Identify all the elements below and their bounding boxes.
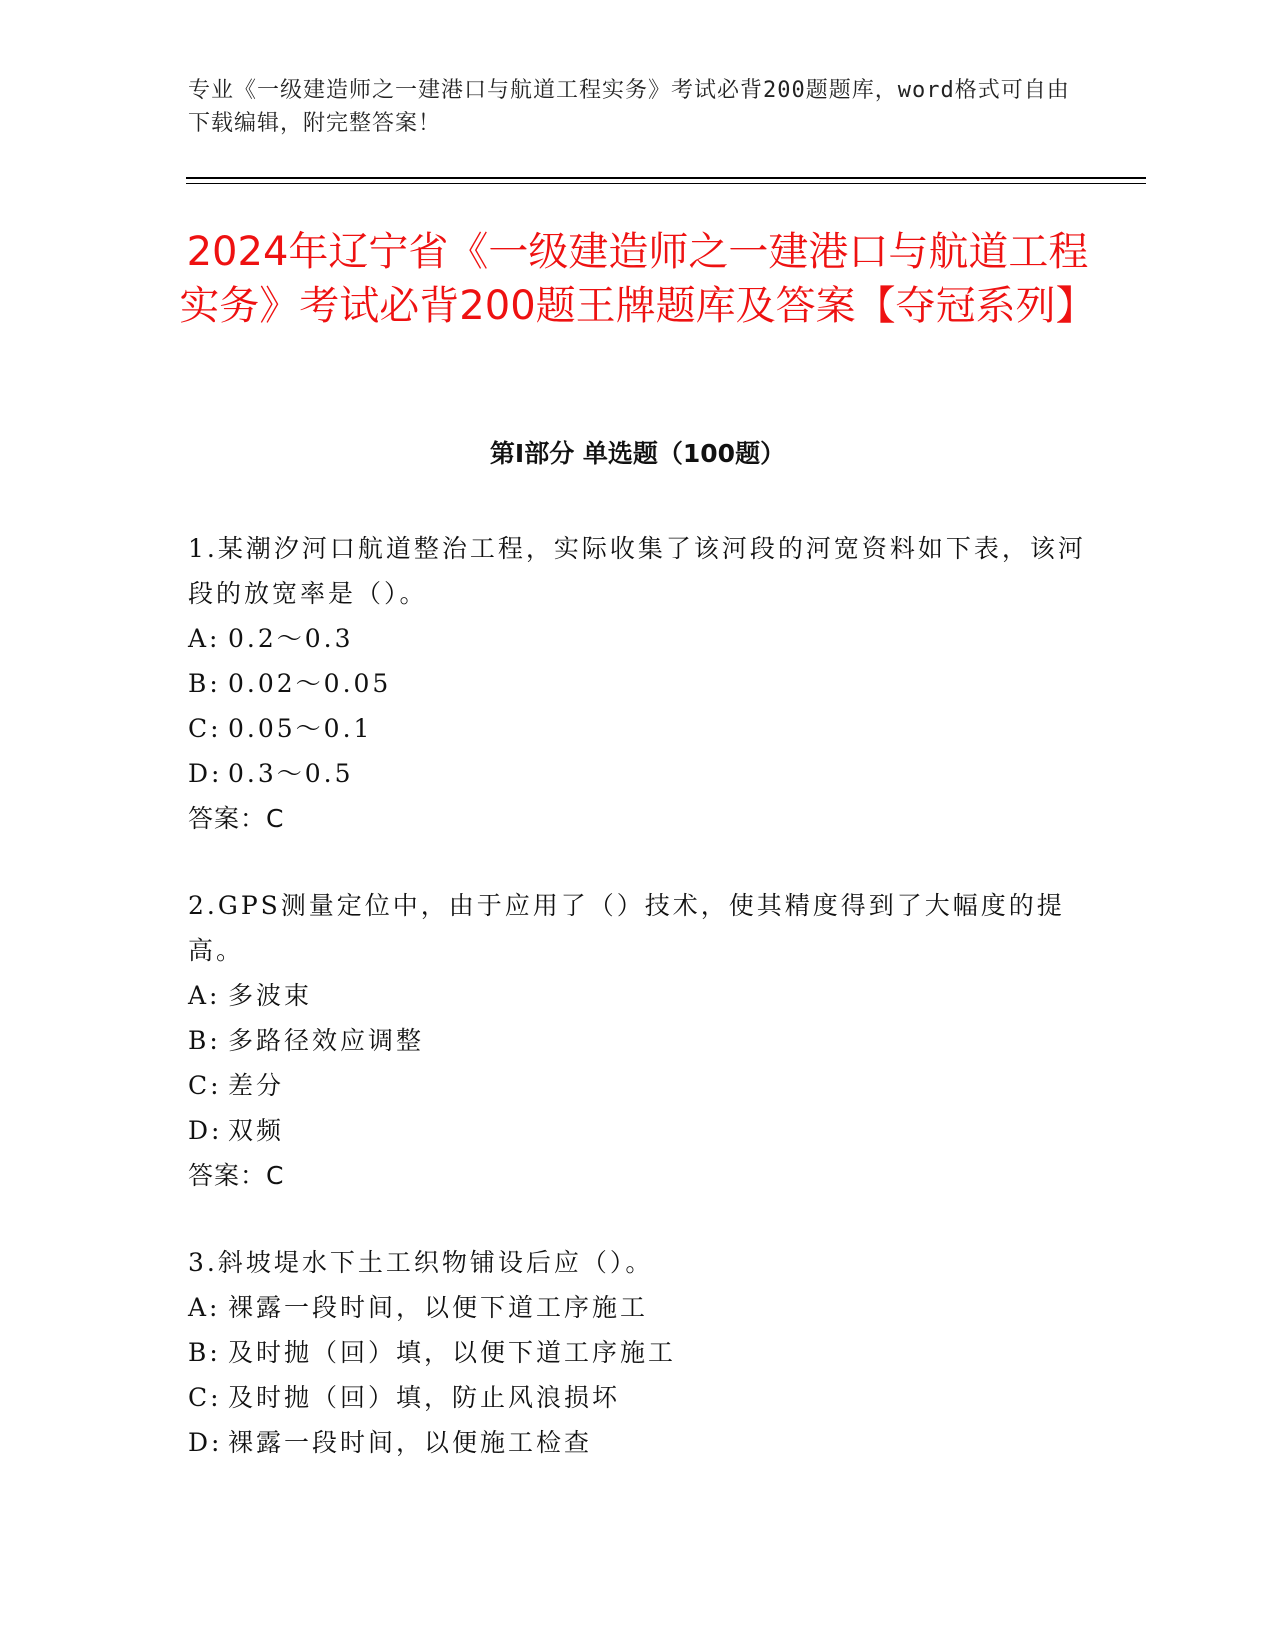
option-letter: C: <box>188 1071 222 1100</box>
option-letter: D: <box>188 1116 223 1145</box>
option-b <box>188 1330 1088 1375</box>
option-text: 多路径效应调整 <box>228 1026 425 1055</box>
option-text: 0.2～0.3 <box>228 624 354 653</box>
question-1 <box>188 526 1088 841</box>
option-d <box>188 1108 1088 1153</box>
option-letter: C: <box>188 1383 222 1412</box>
option-letter: C: <box>188 714 222 743</box>
option-text: 裸露一段时间，以便施工检查 <box>228 1428 593 1457</box>
option-text: 0.3～0.5 <box>228 759 354 788</box>
section-heading: 第I部分 单选题（100题） <box>489 439 786 468</box>
option-c <box>188 1375 1088 1420</box>
option-letter: A: <box>188 981 221 1010</box>
option-b <box>188 661 1088 706</box>
option-letter: B: <box>188 1026 221 1055</box>
question-3 <box>188 1240 1088 1465</box>
question-stem: 3.斜坡堤水下土工织物铺设后应（）。 <box>188 1248 654 1277</box>
header-note: 专业《一级建造师之一建港口与航道工程实务》考试必背200题题库，word格式可自由下载编辑，附完整答案！ <box>188 78 1070 136</box>
question-list <box>188 526 1088 1465</box>
option-text: 及时抛（回）填，防止风浪损坏 <box>228 1383 621 1412</box>
option-a <box>188 973 1088 1018</box>
question-stem: 1.某潮汐河口航道整治工程，实际收集了该河段的河宽资料如下表，该河段的放宽率是（）。 <box>188 534 1086 608</box>
document-title: 2024年辽宁省《一级建造师之一建港口与航道工程实务》考试必背200题王牌题库及答案【夺冠系列】 <box>179 229 1096 329</box>
option-text: 及时抛（回）填，以便下道工序施工 <box>228 1338 677 1367</box>
option-letter: A: <box>188 624 221 653</box>
option-c <box>188 1063 1088 1108</box>
option-a <box>188 1285 1088 1330</box>
answer-line: 答案：C <box>188 1161 285 1190</box>
option-c <box>188 706 1088 751</box>
option-letter: D: <box>188 759 223 788</box>
option-text: 0.05～0.1 <box>228 714 373 743</box>
question-spacer <box>188 1198 1088 1240</box>
option-d <box>188 751 1088 796</box>
option-letter: D: <box>188 1428 223 1457</box>
option-a <box>188 616 1088 661</box>
option-text: 差分 <box>228 1071 285 1100</box>
question-spacer <box>188 841 1088 883</box>
header-divider-thin <box>186 183 1146 184</box>
question-stem: 2.GPS测量定位中，由于应用了（）技术，使其精度得到了大幅度的提高。 <box>188 891 1065 965</box>
header-divider-thick <box>186 177 1146 179</box>
option-d <box>188 1420 1088 1465</box>
option-letter: B: <box>188 1338 221 1367</box>
question-2 <box>188 883 1088 1198</box>
option-text: 裸露一段时间，以便下道工序施工 <box>228 1293 649 1322</box>
option-b <box>188 1018 1088 1063</box>
option-text: 多波束 <box>228 981 313 1010</box>
option-text: 双频 <box>228 1116 285 1145</box>
option-letter: B: <box>188 669 221 698</box>
answer-line: 答案：C <box>188 804 285 833</box>
option-text: 0.02～0.05 <box>228 669 392 698</box>
option-letter: A: <box>188 1293 221 1322</box>
